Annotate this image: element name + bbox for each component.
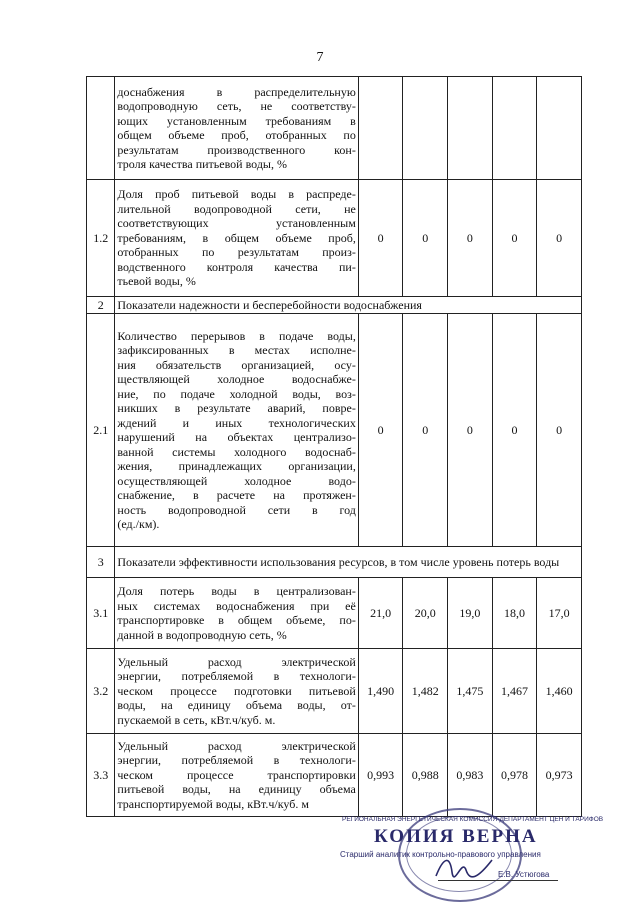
description-line: нарушений на объектах централизо- xyxy=(117,430,356,444)
value-cell: 0 xyxy=(358,180,403,297)
description-line: Удельный расход электрической xyxy=(117,654,356,669)
description-line: ние, по подаче холодной воды, воз- xyxy=(117,386,356,401)
value-cell: 0,993 xyxy=(358,734,403,817)
description-line: ния обязательств организацией, осу- xyxy=(117,357,356,372)
description-line: ность водопроводной сети в год xyxy=(117,502,356,517)
table-row xyxy=(87,314,582,547)
row-number: 3.2 xyxy=(87,649,115,734)
signature-line xyxy=(438,880,558,881)
value-cell xyxy=(537,77,582,180)
description-line: воды, на единицу объема воды, от- xyxy=(117,698,356,713)
row-number: 3.3 xyxy=(87,734,115,817)
description-line: питьевой воды, на единицу объема xyxy=(117,782,356,797)
row-number: 2 xyxy=(87,297,115,314)
description-line: ванной системы холодного водоснаб- xyxy=(117,444,356,459)
value-cell: 19,0 xyxy=(448,578,493,649)
value-cell: 1,467 xyxy=(492,649,537,734)
value-cell: 0,973 xyxy=(537,734,582,817)
value-cell: 0 xyxy=(537,314,582,547)
indicator-description xyxy=(115,649,358,734)
description-line: соответствующих установленным xyxy=(117,216,356,231)
row-number: 2.1 xyxy=(87,314,115,547)
table-row xyxy=(87,547,582,578)
value-cell xyxy=(358,77,403,180)
description-line: ждений и иных технологических xyxy=(117,415,356,430)
description-line: зафиксированных в местах исполне- xyxy=(117,343,356,357)
value-cell: 0 xyxy=(492,314,537,547)
stamp-position: Старший аналитик контрольно-правового управления xyxy=(340,850,541,859)
table-row xyxy=(87,180,582,297)
value-cell: 20,0 xyxy=(403,578,448,649)
value-cell: 0 xyxy=(448,314,493,547)
description-line: тьевой воды, % xyxy=(117,274,196,289)
indicator-description xyxy=(115,77,358,180)
description-line: осуществляющей холодное водо- xyxy=(117,473,356,488)
description-line: (ед./км). xyxy=(117,517,160,531)
table-row xyxy=(87,649,582,734)
indicator-description xyxy=(115,314,358,547)
value-cell: 1,460 xyxy=(537,649,582,734)
value-cell: 0 xyxy=(537,180,582,297)
indicators-table xyxy=(86,76,582,817)
description-line: ных системах водоснабжения при её xyxy=(117,598,356,613)
row-number: 3.1 xyxy=(87,578,115,649)
description-line: Доля потерь воды в централизован- xyxy=(117,584,356,598)
description-line: ществляющей холодное водоснабже- xyxy=(117,372,356,386)
description-line: снабжение, в расчете на протяжен- xyxy=(117,488,356,502)
description-line: общем объеме проб, отобранных по xyxy=(117,128,356,142)
value-cell: 0,983 xyxy=(448,734,493,817)
value-cell: 1,490 xyxy=(358,649,403,734)
page-number: 7 xyxy=(316,50,324,65)
description-line: данной в водопроводную сеть, % xyxy=(117,627,287,642)
description-line: водственного контроля качества пи- xyxy=(117,259,356,274)
row-number xyxy=(87,77,115,180)
stamp-title: КОПИЯ ВЕРНА xyxy=(374,826,538,847)
description-line: ющих установленным требованиям в xyxy=(117,113,356,128)
description-line: водопроводную сеть, не соответству- xyxy=(117,99,356,113)
description-line: жения, принадлежащих организации, xyxy=(117,459,356,473)
value-cell xyxy=(448,77,493,180)
description-line: отобранных по результатам произ- xyxy=(117,245,356,260)
description-line: ческом процессе подготовки питьевой xyxy=(117,683,356,698)
value-cell: 21,0 xyxy=(358,578,403,649)
description-line: лительной водопроводной сети, не xyxy=(117,201,356,216)
value-cell: 0 xyxy=(403,314,448,547)
description-line: Количество перерывов в подаче воды, xyxy=(117,328,356,343)
section-title: Показатели надежности и бесперебойности водоснабжения xyxy=(115,297,582,314)
row-number: 3 xyxy=(87,547,115,578)
certification-stamp xyxy=(338,808,604,898)
description-line: энергии, потребляемой в технологи- xyxy=(117,669,356,684)
indicator-description xyxy=(115,578,358,649)
table-row xyxy=(87,578,582,649)
description-line: никших в результате аварий, повре- xyxy=(117,401,356,415)
description-line: энергии, потребляемой в технологи- xyxy=(117,753,356,768)
description-line: результатам производственного кон- xyxy=(117,142,356,157)
description-line: ческом процессе транспортировки xyxy=(117,767,356,782)
value-cell: 0 xyxy=(448,180,493,297)
table-row xyxy=(87,734,582,817)
stamp-signer: Е.В. Устюгова xyxy=(498,870,550,879)
description-line: доснабжения в распределительную xyxy=(117,84,356,99)
value-cell: 0 xyxy=(358,314,403,547)
section-title: Показатели эффективности использования ресурсов, в том числе уровень потерь воды xyxy=(115,547,582,578)
description-line: троля качества питьевой воды, % xyxy=(117,157,287,171)
description-line: пускаемой в сеть, кВт.ч/куб. м. xyxy=(117,712,276,727)
value-cell: 17,0 xyxy=(537,578,582,649)
indicator-description xyxy=(115,180,358,297)
description-line: требованиям, в общем объеме проб, xyxy=(117,230,356,245)
value-cell: 18,0 xyxy=(492,578,537,649)
description-line: транспортируемой воды, кВт.ч/куб. м xyxy=(117,796,309,811)
description-line: Удельный расход электрической xyxy=(117,738,356,753)
table-row xyxy=(87,297,582,314)
value-cell: 0 xyxy=(403,180,448,297)
value-cell: 0,988 xyxy=(403,734,448,817)
table-row xyxy=(87,77,582,180)
value-cell: 1,482 xyxy=(403,649,448,734)
row-number: 1.2 xyxy=(87,180,115,297)
value-cell: 0 xyxy=(492,180,537,297)
description-line: Доля проб питьевой воды в распреде- xyxy=(117,187,356,202)
stamp-organization: РЕГИОНАЛЬНАЯ ЭНЕРГЕТИЧЕСКАЯ КОМИССИЯ-ДЕПАРТАМЕНТ ЦЕН И ТАРИФОВ xyxy=(342,816,604,823)
signature-icon xyxy=(434,852,494,882)
value-cell: 0,978 xyxy=(492,734,537,817)
description-line: транспортировке в общем объеме, по- xyxy=(117,613,356,627)
value-cell xyxy=(403,77,448,180)
indicator-description xyxy=(115,734,358,817)
value-cell: 1,475 xyxy=(448,649,493,734)
value-cell xyxy=(492,77,537,180)
